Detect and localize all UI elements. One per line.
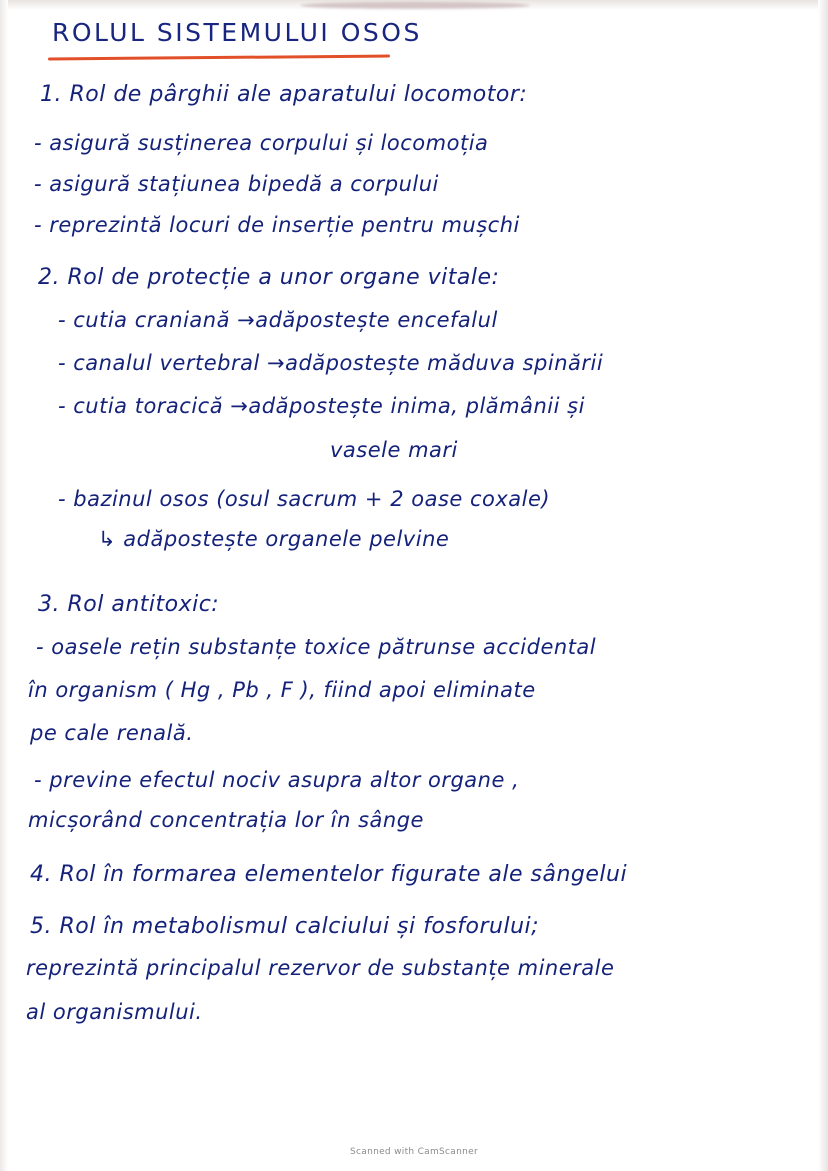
section-1-line-1: - asigură susținerea corpului și locomoția xyxy=(34,131,489,155)
scan-edge-left xyxy=(0,0,8,1171)
section-2-line-1: - cutia craniană →adăpostește encefalul xyxy=(58,308,498,332)
scanner-watermark: Scanned with CamScanner xyxy=(350,1147,478,1157)
page-smudge xyxy=(300,2,530,9)
section-3-line-2: în organism ( Hg , Pb , F ), fiind apoi eliminate xyxy=(28,678,536,702)
section-2-line-5: - bazinul osos (osul sacrum + 2 oase coxale) xyxy=(58,487,551,511)
section-2-line-4: vasele mari xyxy=(330,438,458,462)
section-2-line-2: - canalul vertebral →adăpostește măduva spinării xyxy=(58,351,604,375)
section-3-line-3: pe cale renală. xyxy=(30,721,194,745)
section-3-line-5: micșorând concentrația lor în sânge xyxy=(28,808,424,832)
section-3-line-4: - previne efectul nociv asupra altor organe , xyxy=(34,768,520,792)
section-1-line-3: - reprezintă locuri de inserție pentru mușchi xyxy=(34,213,520,237)
section-4-heading: 4. Rol în formarea elementelor figurate ale sângelui xyxy=(30,862,628,887)
section-5-line-1: reprezintă principalul rezervor de substanțe minerale xyxy=(26,956,615,980)
section-3-heading: 3. Rol antitoxic: xyxy=(38,592,220,617)
section-5-line-2: al organismului. xyxy=(26,1000,203,1024)
section-2-line-3: - cutia toracică →adăpostește inima, plămânii și xyxy=(58,394,585,418)
title-underline xyxy=(48,55,390,61)
section-1-heading: 1. Rol de pârghii ale aparatului locomotor: xyxy=(40,82,528,107)
section-2-line-6: ↳ adăpostește organele pelvine xyxy=(98,527,450,551)
section-3-line-1: - oasele rețin substanțe toxice pătrunse accidental xyxy=(36,635,597,659)
page-title: ROLUL SISTEMULUI OSOS xyxy=(52,18,422,47)
scan-edge-right xyxy=(818,0,828,1171)
section-2-heading: 2. Rol de protecție a unor organe vitale: xyxy=(38,265,500,290)
section-1-line-2: - asigură stațiunea bipedă a corpului xyxy=(34,172,439,196)
section-5-heading: 5. Rol în metabolismul calciului și fosforului; xyxy=(30,914,540,939)
